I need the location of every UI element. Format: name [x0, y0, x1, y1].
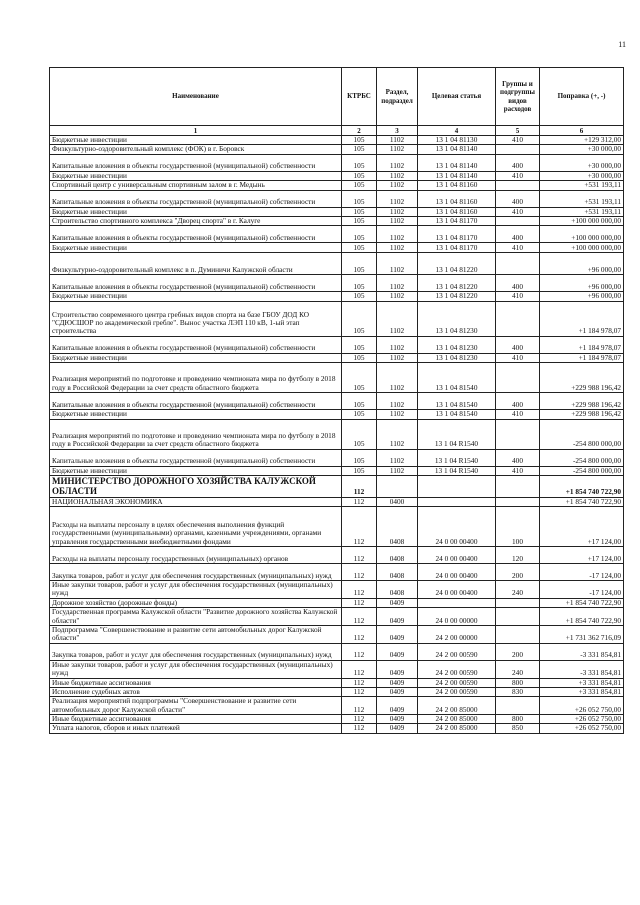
- row-expense-group: 410: [496, 466, 540, 475]
- row-ktrbs: 112: [342, 475, 377, 497]
- row-name: Реализация мероприятий подпрограммы "Совершенствование и развитие сети автомобильных дорог Калужской области": [50, 697, 342, 715]
- row-section: 1102: [377, 363, 418, 393]
- row-amendment: +1 731 362 716,09: [540, 625, 624, 643]
- row-target-article: 13 1 04 81540: [418, 410, 496, 419]
- row-amendment: +17 124,00: [540, 546, 624, 563]
- table-row: [50, 190, 624, 207]
- row-name: Иные бюджетные ассигнования: [50, 678, 342, 687]
- row-amendment: -3 331 854,81: [540, 643, 624, 660]
- header-amendment: Поправка (+, -): [540, 68, 624, 126]
- row-expense-group: 410: [496, 171, 540, 180]
- row-amendment: -17 124,00: [540, 563, 624, 580]
- budget-table: [49, 67, 624, 734]
- row-section: 0409: [377, 724, 418, 733]
- row-target-article: 13 1 04 81220: [418, 275, 496, 292]
- row-name: Бюджетные инвестиции: [50, 466, 342, 475]
- row-ktrbs: 105: [342, 393, 377, 410]
- row-name: Иные закупки товаров, работ и услуг для обеспечения государственных (муниципальных) нужд: [50, 660, 342, 678]
- row-expense-group: 240: [496, 660, 540, 678]
- table-row: [50, 145, 624, 154]
- row-ktrbs: 112: [342, 598, 377, 607]
- row-expense-group: 400: [496, 449, 540, 466]
- row-target-article: 24 2 00 85000: [418, 724, 496, 733]
- table-row: [50, 275, 624, 292]
- row-amendment: +17 124,00: [540, 506, 624, 546]
- row-expense-group: 410: [496, 136, 540, 145]
- row-amendment: +1 184 978,07: [540, 336, 624, 353]
- row-target-article: 13 1 04 R1540: [418, 419, 496, 449]
- row-amendment: +129 312,00: [540, 136, 624, 145]
- row-ktrbs: 105: [342, 301, 377, 336]
- row-name: Строительство спортивного комплекса "Дворец спорта" в г. Калуге: [50, 216, 342, 225]
- row-name: Физкультурно-оздоровительный комплекс (ФОК) в г. Боровск: [50, 145, 342, 154]
- row-name: Физкультурно-оздоровительный комплекс в п. Думиничи Калужской области: [50, 253, 342, 275]
- row-target-article: 13 1 04 R1540: [418, 449, 496, 466]
- table-row: [50, 475, 624, 497]
- table-body: [50, 136, 624, 734]
- row-expense-group: 400: [496, 154, 540, 171]
- table-row: [50, 336, 624, 353]
- row-amendment: +229 988 196,42: [540, 363, 624, 393]
- column-number: 2: [342, 126, 377, 136]
- row-expense-group: [496, 697, 540, 715]
- table-row: [50, 393, 624, 410]
- row-section: 1102: [377, 336, 418, 353]
- row-section: 1102: [377, 136, 418, 145]
- row-section: 0409: [377, 697, 418, 715]
- table-row: [50, 181, 624, 190]
- row-name: Государственная программа Калужской области "Развитие дорожного хозяйства Калужской области": [50, 608, 342, 626]
- table-row: [50, 625, 624, 643]
- row-section: 0409: [377, 660, 418, 678]
- row-name: Капитальные вложения в объекты государственной (муниципальной) собственности: [50, 336, 342, 353]
- row-target-article: 24 0 00 00400: [418, 563, 496, 580]
- row-target-article: 13 1 04 81220: [418, 253, 496, 275]
- row-ktrbs: 112: [342, 687, 377, 696]
- row-amendment: +1 184 978,07: [540, 353, 624, 362]
- row-ktrbs: 112: [342, 625, 377, 643]
- header-target: Целевая статья: [418, 68, 496, 126]
- row-expense-group: [496, 625, 540, 643]
- table-row: [50, 353, 624, 362]
- row-name: Иные бюджетные ассигнования: [50, 715, 342, 724]
- table-row: [50, 292, 624, 301]
- row-section: 1102: [377, 393, 418, 410]
- column-number: 5: [496, 126, 540, 136]
- column-number: 4: [418, 126, 496, 136]
- row-section: 1102: [377, 207, 418, 216]
- row-section: 1102: [377, 181, 418, 190]
- row-amendment: -254 800 000,00: [540, 419, 624, 449]
- row-target-article: 13 1 04 81160: [418, 190, 496, 207]
- row-name: Капитальные вложения в объекты государственной (муниципальной) собственности: [50, 275, 342, 292]
- row-amendment: +1 854 740 722,90: [540, 497, 624, 506]
- row-target-article: 24 2 00 00590: [418, 660, 496, 678]
- row-section: 0409: [377, 608, 418, 626]
- row-target-article: 13 1 04 81230: [418, 301, 496, 336]
- row-expense-group: [496, 598, 540, 607]
- row-name: Бюджетные инвестиции: [50, 136, 342, 145]
- row-name: Реализация мероприятий по подготовке и проведению чемпионата мира по футболу в 2018 году в Российской Федерации за счет средств областного бюджета: [50, 363, 342, 393]
- row-section: 0408: [377, 580, 418, 598]
- header-section: Раздел, подраздел: [377, 68, 418, 126]
- row-ktrbs: 105: [342, 154, 377, 171]
- row-section: 0409: [377, 625, 418, 643]
- row-section: 0409: [377, 678, 418, 687]
- row-ktrbs: 105: [342, 363, 377, 393]
- row-target-article: [418, 497, 496, 506]
- row-section: 1102: [377, 253, 418, 275]
- row-ktrbs: 105: [342, 419, 377, 449]
- row-expense-group: [496, 608, 540, 626]
- row-ktrbs: 112: [342, 697, 377, 715]
- row-name: Бюджетные инвестиции: [50, 171, 342, 180]
- row-section: 0408: [377, 546, 418, 563]
- row-amendment: +30 000,00: [540, 145, 624, 154]
- row-name: Подпрограмма "Совершенствование и развитие сети автомобильных дорог Калужской области": [50, 625, 342, 643]
- table-row: [50, 243, 624, 253]
- row-expense-group: [496, 497, 540, 506]
- column-number: 1: [50, 126, 342, 136]
- row-expense-group: 850: [496, 724, 540, 733]
- row-amendment: +1 854 740 722,90: [540, 608, 624, 626]
- row-ktrbs: 112: [342, 497, 377, 506]
- row-expense-group: [496, 216, 540, 225]
- row-name: Бюджетные инвестиции: [50, 207, 342, 216]
- row-name: Расходы на выплаты персоналу государственных (муниципальных) органов: [50, 546, 342, 563]
- row-ktrbs: 105: [342, 190, 377, 207]
- row-section: 1102: [377, 301, 418, 336]
- row-ktrbs: 112: [342, 506, 377, 546]
- row-expense-group: 120: [496, 546, 540, 563]
- row-target-article: 13 1 04 81140: [418, 154, 496, 171]
- row-name: Капитальные вложения в объекты государственной (муниципальной) собственности: [50, 154, 342, 171]
- row-section: 0408: [377, 563, 418, 580]
- row-section: 1102: [377, 216, 418, 225]
- row-section: 1102: [377, 419, 418, 449]
- row-ktrbs: 105: [342, 275, 377, 292]
- row-name: Строительство современного центра гребных видов спорта на базе ГБОУ ДОД КО "СДЮСШОР по академической гребле". Вынос участка ЛЭП 110 кВ, 1-ый этап строительства: [50, 301, 342, 336]
- row-target-article: 13 1 04 81540: [418, 363, 496, 393]
- row-section: 0408: [377, 506, 418, 546]
- row-name: Исполнение судебных актов: [50, 687, 342, 696]
- row-ktrbs: 112: [342, 643, 377, 660]
- row-section: 1102: [377, 275, 418, 292]
- row-ktrbs: 112: [342, 580, 377, 598]
- row-expense-group: [496, 363, 540, 393]
- row-expense-group: 200: [496, 643, 540, 660]
- header-name: Наименование: [50, 68, 342, 126]
- column-number: 6: [540, 126, 624, 136]
- row-amendment: +30 000,00: [540, 171, 624, 180]
- row-target-article: 24 0 00 00400: [418, 546, 496, 563]
- row-ktrbs: 112: [342, 724, 377, 733]
- row-ktrbs: 105: [342, 216, 377, 225]
- row-ktrbs: 105: [342, 243, 377, 253]
- row-amendment: -3 331 854,81: [540, 660, 624, 678]
- table-row: [50, 563, 624, 580]
- row-ktrbs: 112: [342, 715, 377, 724]
- table-row: [50, 449, 624, 466]
- row-target-article: 13 1 04 81220: [418, 292, 496, 301]
- table-row: [50, 608, 624, 626]
- row-section: 0400: [377, 497, 418, 506]
- row-expense-group: 400: [496, 393, 540, 410]
- header-ktrbs: КТРБС: [342, 68, 377, 126]
- page-number: 11: [618, 40, 626, 49]
- row-amendment: +1 854 740 722,90: [540, 475, 624, 497]
- row-expense-group: 800: [496, 715, 540, 724]
- row-amendment: +531 193,11: [540, 207, 624, 216]
- row-expense-group: 410: [496, 410, 540, 419]
- row-name: Бюджетные инвестиции: [50, 410, 342, 419]
- column-number-row: [50, 126, 624, 136]
- row-section: 0409: [377, 715, 418, 724]
- row-expense-group: [496, 301, 540, 336]
- header-row: [50, 68, 624, 126]
- row-target-article: 24 0 00 00400: [418, 506, 496, 546]
- row-target-article: 13 1 04 81540: [418, 393, 496, 410]
- row-name: Капитальные вложения в объекты государственной (муниципальной) собственности: [50, 393, 342, 410]
- row-expense-group: 400: [496, 190, 540, 207]
- row-ktrbs: 105: [342, 253, 377, 275]
- row-section: [377, 475, 418, 497]
- table-row: [50, 154, 624, 171]
- row-amendment: +229 988 196,42: [540, 393, 624, 410]
- row-amendment: -254 800 000,00: [540, 466, 624, 475]
- row-ktrbs: 112: [342, 608, 377, 626]
- row-name: Уплата налогов, сборов и иных платежей: [50, 724, 342, 733]
- row-name: Бюджетные инвестиции: [50, 243, 342, 253]
- row-name: МИНИСТЕРСТВО ДОРОЖНОГО ХОЗЯЙСТВА КАЛУЖСКОЙ ОБЛАСТИ: [50, 475, 342, 497]
- row-amendment: +26 052 750,00: [540, 715, 624, 724]
- row-amendment: +3 331 854,81: [540, 678, 624, 687]
- row-section: 1102: [377, 154, 418, 171]
- row-expense-group: [496, 419, 540, 449]
- row-ktrbs: 112: [342, 678, 377, 687]
- row-ktrbs: 112: [342, 546, 377, 563]
- table-row: [50, 546, 624, 563]
- row-section: 1102: [377, 145, 418, 154]
- row-ktrbs: 105: [342, 145, 377, 154]
- row-name: Спортивный центр с универсальным спортивным залом в г. Медынь: [50, 181, 342, 190]
- row-target-article: 24 2 00 85000: [418, 715, 496, 724]
- row-amendment: +1 854 740 722,90: [540, 598, 624, 607]
- row-expense-group: [496, 475, 540, 497]
- table-row: [50, 253, 624, 275]
- row-target-article: 13 1 04 81160: [418, 181, 496, 190]
- row-name: Капитальные вложения в объекты государственной (муниципальной) собственности: [50, 226, 342, 243]
- row-target-article: 24 0 00 00000: [418, 608, 496, 626]
- row-section: 1102: [377, 190, 418, 207]
- row-amendment: +1 184 978,07: [540, 301, 624, 336]
- row-name: Иные закупки товаров, работ и услуг для обеспечения государственных (муниципальных) нужд: [50, 580, 342, 598]
- row-target-article: 24 2 00 85000: [418, 697, 496, 715]
- row-ktrbs: 105: [342, 292, 377, 301]
- row-name: Бюджетные инвестиции: [50, 292, 342, 301]
- row-section: 0409: [377, 598, 418, 607]
- row-amendment: +30 000,00: [540, 154, 624, 171]
- row-target-article: 24 2 00 00590: [418, 643, 496, 660]
- row-target-article: 13 1 04 81170: [418, 243, 496, 253]
- row-expense-group: 400: [496, 336, 540, 353]
- row-expense-group: [496, 181, 540, 190]
- row-expense-group: 240: [496, 580, 540, 598]
- row-ktrbs: 105: [342, 181, 377, 190]
- table-row: [50, 419, 624, 449]
- row-section: 0409: [377, 643, 418, 660]
- row-target-article: 24 0 00 00400: [418, 580, 496, 598]
- table-row: [50, 697, 624, 715]
- row-target-article: 13 1 04 81160: [418, 207, 496, 216]
- row-section: 1102: [377, 353, 418, 362]
- row-expense-group: [496, 253, 540, 275]
- row-expense-group: 800: [496, 678, 540, 687]
- row-amendment: +531 193,11: [540, 181, 624, 190]
- row-section: 1102: [377, 243, 418, 253]
- row-ktrbs: 112: [342, 660, 377, 678]
- table-row: [50, 678, 624, 687]
- row-target-article: 13 1 04 81230: [418, 336, 496, 353]
- row-expense-group: 400: [496, 226, 540, 243]
- row-name: Закупка товаров, работ и услуг для обеспечения государственных (муниципальных) нужд: [50, 563, 342, 580]
- row-name: Капитальные вложения в объекты государственной (муниципальной) собственности: [50, 449, 342, 466]
- row-target-article: 13 1 04 81140: [418, 171, 496, 180]
- row-target-article: 13 1 04 81170: [418, 226, 496, 243]
- row-target-article: [418, 598, 496, 607]
- row-expense-group: 410: [496, 207, 540, 216]
- row-amendment: -254 800 000,00: [540, 449, 624, 466]
- row-target-article: 13 1 04 R1540: [418, 466, 496, 475]
- row-name: Бюджетные инвестиции: [50, 353, 342, 362]
- row-name: НАЦИОНАЛЬНАЯ ЭКОНОМИКА: [50, 497, 342, 506]
- row-section: 1102: [377, 449, 418, 466]
- table-row: [50, 216, 624, 225]
- row-expense-group: 400: [496, 275, 540, 292]
- column-number: 3: [377, 126, 418, 136]
- table-row: [50, 466, 624, 475]
- row-ktrbs: 105: [342, 353, 377, 362]
- row-name: Дорожное хозяйство (дорожные фонды): [50, 598, 342, 607]
- row-section: 1102: [377, 226, 418, 243]
- row-expense-group: 410: [496, 243, 540, 253]
- row-section: 1102: [377, 466, 418, 475]
- table-row: [50, 410, 624, 419]
- row-expense-group: 830: [496, 687, 540, 696]
- table-row: [50, 301, 624, 336]
- row-expense-group: 100: [496, 506, 540, 546]
- row-ktrbs: 105: [342, 336, 377, 353]
- row-amendment: +96 000,00: [540, 292, 624, 301]
- row-expense-group: 200: [496, 563, 540, 580]
- row-ktrbs: 105: [342, 207, 377, 216]
- row-amendment: +26 052 750,00: [540, 697, 624, 715]
- row-target-article: [418, 475, 496, 497]
- row-amendment: -17 124,00: [540, 580, 624, 598]
- table-row: [50, 363, 624, 393]
- table-row: [50, 226, 624, 243]
- row-amendment: +531 193,11: [540, 190, 624, 207]
- row-target-article: 24 2 00 00590: [418, 687, 496, 696]
- row-expense-group: 410: [496, 292, 540, 301]
- row-ktrbs: 105: [342, 410, 377, 419]
- table-row: [50, 497, 624, 506]
- row-amendment: +100 000 000,00: [540, 243, 624, 253]
- row-amendment: +96 000,00: [540, 275, 624, 292]
- row-ktrbs: 105: [342, 226, 377, 243]
- table-row: [50, 724, 624, 733]
- row-expense-group: [496, 145, 540, 154]
- row-target-article: 24 2 00 00590: [418, 678, 496, 687]
- row-section: 1102: [377, 410, 418, 419]
- row-amendment: +96 000,00: [540, 253, 624, 275]
- row-ktrbs: 112: [342, 563, 377, 580]
- table-row: [50, 660, 624, 678]
- row-expense-group: 410: [496, 353, 540, 362]
- table-row: [50, 580, 624, 598]
- row-amendment: +100 000 000,00: [540, 226, 624, 243]
- row-amendment: +100 000 000,00: [540, 216, 624, 225]
- row-target-article: 13 1 04 81130: [418, 136, 496, 145]
- row-name: Реализация мероприятий по подготовке и проведению чемпионата мира по футболу в 2018 году в Российской Федерации за счет средств областного бюджета: [50, 419, 342, 449]
- table-row: [50, 643, 624, 660]
- row-amendment: +26 052 750,00: [540, 724, 624, 733]
- row-section: 1102: [377, 292, 418, 301]
- row-name: Расходы на выплаты персоналу в целях обеспечения выполнения функций государственными (муниципальными) органами, казенными учреждениями, органами управления государственными внебюджетными фондами: [50, 506, 342, 546]
- row-section: 1102: [377, 171, 418, 180]
- table-row: [50, 506, 624, 546]
- row-name: Капитальные вложения в объекты государственной (муниципальной) собственности: [50, 190, 342, 207]
- row-target-article: 24 2 00 00000: [418, 625, 496, 643]
- row-amendment: +229 988 196,42: [540, 410, 624, 419]
- row-ktrbs: 105: [342, 171, 377, 180]
- row-target-article: 13 1 04 81140: [418, 145, 496, 154]
- row-amendment: +3 331 854,81: [540, 687, 624, 696]
- header-groups: Группы и подгруппы видов расходов: [496, 68, 540, 126]
- row-ktrbs: 105: [342, 466, 377, 475]
- row-section: 0409: [377, 687, 418, 696]
- row-name: Закупка товаров, работ и услуг для обеспечения государственных (муниципальных) нужд: [50, 643, 342, 660]
- row-ktrbs: 105: [342, 136, 377, 145]
- row-ktrbs: 105: [342, 449, 377, 466]
- row-target-article: 13 1 04 81170: [418, 216, 496, 225]
- row-target-article: 13 1 04 81230: [418, 353, 496, 362]
